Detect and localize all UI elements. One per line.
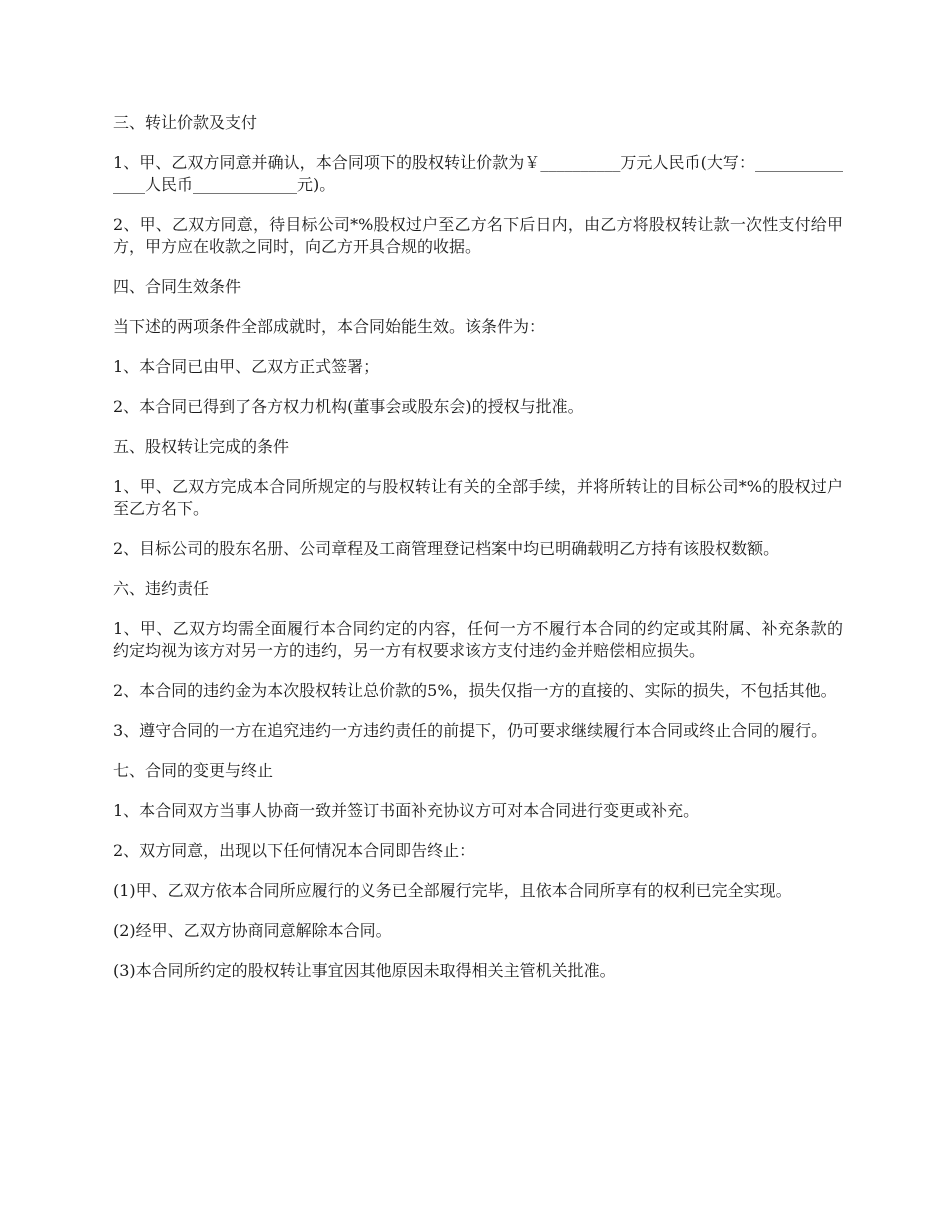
section-heading-change-termination: 七、合同的变更与终止 xyxy=(113,761,274,780)
section-heading-liability: 六、违约责任 xyxy=(113,579,210,598)
clause-termination-mutual: (2)经甲、乙双方协商同意解除本合同。 xyxy=(113,921,392,940)
clause-effective-intro: 当下述的两项条件全部成就时，本合同始能生效。该条件为： xyxy=(113,317,546,336)
clause-liability-breach: 1、甲、乙双方均需全面履行本合同约定的内容，任何一方不履行本合同的约定或其附属、补充条款的约定均视为该方对另一方的违约，另一方有权要求该方支付违约金并赔偿相应损失。 xyxy=(113,619,843,660)
clause-effective-authorized: 2、本合同已得到了各方权力机构(董事会或股东会)的授权与批准。 xyxy=(113,397,584,416)
clause-change-agreement: 1、本合同双方当事人协商一致并签订书面补充协议方可对本合同进行变更或补充。 xyxy=(113,801,700,820)
section-heading-transfer-completion: 五、股权转让完成的条件 xyxy=(113,437,290,456)
clause-payment-timing: 2、甲、乙双方同意，待目标公司*%股权过户至乙方名下后日内，由乙方将股权转让款一次性支付给甲方，甲方应在收款之同时，向乙方开具合规的收据。 xyxy=(113,215,843,256)
section-heading-price-payment: 三、转让价款及支付 xyxy=(113,113,258,132)
document-body xyxy=(113,112,843,1000)
clause-price-amount: 1、甲、乙双方同意并确认，本合同项下的股权转让价款为￥__________万元人民币(大写：_______________人民币_____________元)。 xyxy=(113,153,843,194)
clause-termination-intro: 2、双方同意，出现以下任何情况本合同即告终止： xyxy=(113,841,476,860)
clause-completion-registry: 2、目标公司的股东名册、公司章程及工商管理登记档案中均已明确载明乙方持有该股权数额。 xyxy=(113,539,780,558)
section-heading-effective-conditions: 四、合同生效条件 xyxy=(113,277,242,296)
clause-liability-penalty: 2、本合同的违约金为本次股权转让总价款的5%，损失仅指一方的直接的、实际的损失，不包括其他。 xyxy=(113,681,837,700)
clause-completion-procedures: 1、甲、乙双方完成本合同所规定的与股权转让有关的全部手续，并将所转让的目标公司*%的股权过户至乙方名下。 xyxy=(113,477,843,518)
clause-termination-fulfilled: (1)甲、乙双方依本合同所应履行的义务已全部履行完毕，且依本合同所享有的权利已完全实现。 xyxy=(113,881,792,900)
clause-effective-signed: 1、本合同已由甲、乙双方正式签署； xyxy=(113,357,380,376)
clause-termination-unapproved: (3)本合同所约定的股权转让事宜因其他原因未取得相关主管机关批准。 xyxy=(113,961,616,980)
clause-liability-continue: 3、遵守合同的一方在追究违约一方违约责任的前提下，仍可要求继续履行本合同或终止合同的履行。 xyxy=(113,721,828,740)
